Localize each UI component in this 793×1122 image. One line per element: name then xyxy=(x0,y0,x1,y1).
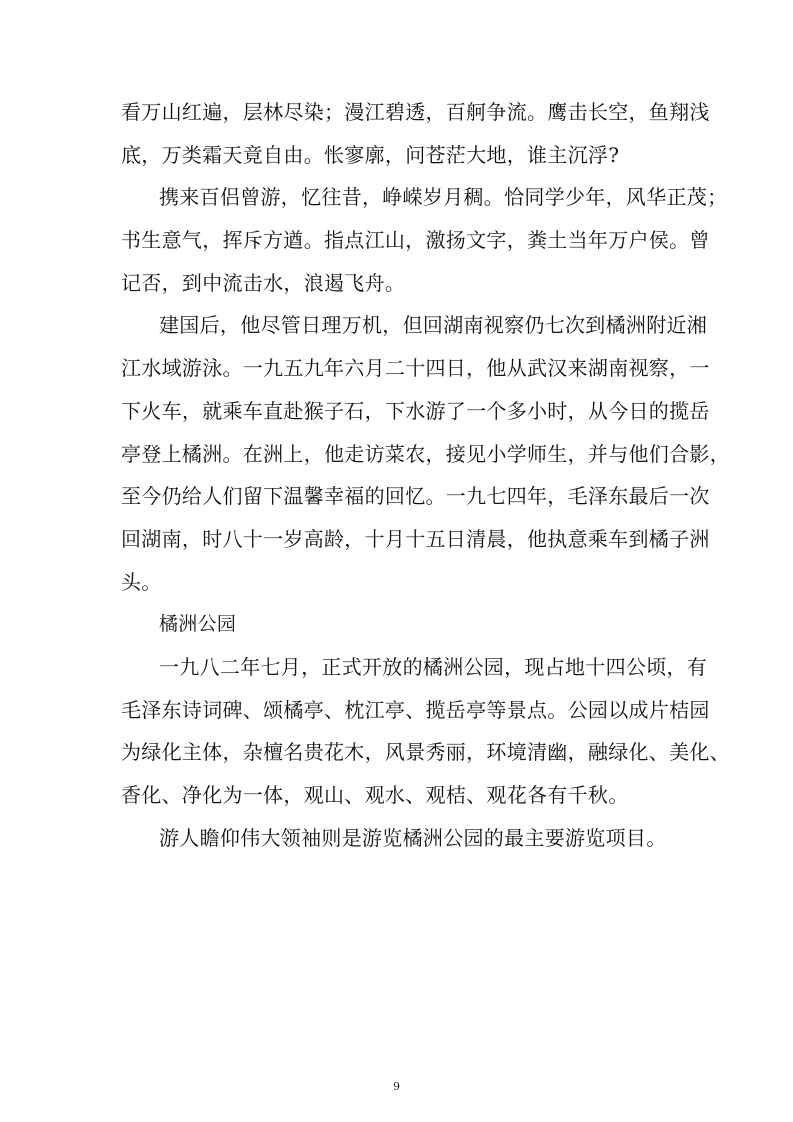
history-line: 亭登上橘洲。在洲上，他走访菜农，接见小学师生，并与他们合影， xyxy=(121,441,730,466)
history-line: 回湖南，时八十一岁高龄，十月十五日清晨，他执意乘车到橘子洲 xyxy=(121,526,710,551)
history-line: 头。 xyxy=(121,569,162,594)
section-heading: 橘洲公园 xyxy=(159,613,237,636)
history-line: 下火车，就乘车直赴猴子石，下水游了一个多小时，从今日的揽岳 xyxy=(121,398,710,423)
park-line: 香化、净化为一体，观山、观水、观桔、观花各有千秋。 xyxy=(121,783,629,807)
closing-line: 游人瞻仰伟大领袖则是游览橘洲公园的最主要游览项目。 xyxy=(159,825,667,850)
poem-line: 底，万类霜天竟自由。怅寥廓，问苍茫大地，谁主沉浮? xyxy=(121,142,620,167)
park-line: 为绿化主体，杂檀名贵花木，风景秀丽，环境清幽，融绿化、美化、 xyxy=(121,740,730,765)
history-line: 至今仍给人们留下温馨幸福的回忆。一九七四年，毛泽东最后一次 xyxy=(121,484,710,509)
poem-line: 携来百侣曾游，忆往昔，峥嵘岁月稠。恰同学少年，风华正茂； xyxy=(159,185,728,210)
poem-line: 看万山红遍，层林尽染；漫江碧透，百舸争流。鹰击长空，鱼翔浅 xyxy=(121,100,710,124)
park-line: 一九八二年七月，正式开放的橘洲公园，现占地十四公顷，有 xyxy=(159,654,708,679)
body-text xyxy=(121,91,730,859)
poem-line: 书生意气，挥斥方遒。指点江山，激扬文字，粪土当年万户侯。曾 xyxy=(121,228,710,253)
history-line: 江水域游泳。一九五九年六月二十四日，他从武汉来湖南视察，一 xyxy=(121,356,710,381)
park-line: 毛泽东诗词碑、颂橘亭、枕江亭、揽岳亭等景点。公园以成片桔园 xyxy=(121,697,710,722)
poem-line: 记否，到中流击水，浪遏飞舟。 xyxy=(121,270,406,295)
page-number: 9 xyxy=(393,1080,400,1093)
history-line: 建国后，他尽管日理万机，但回湖南视察仍七次到橘洲附近湘 xyxy=(159,313,708,338)
